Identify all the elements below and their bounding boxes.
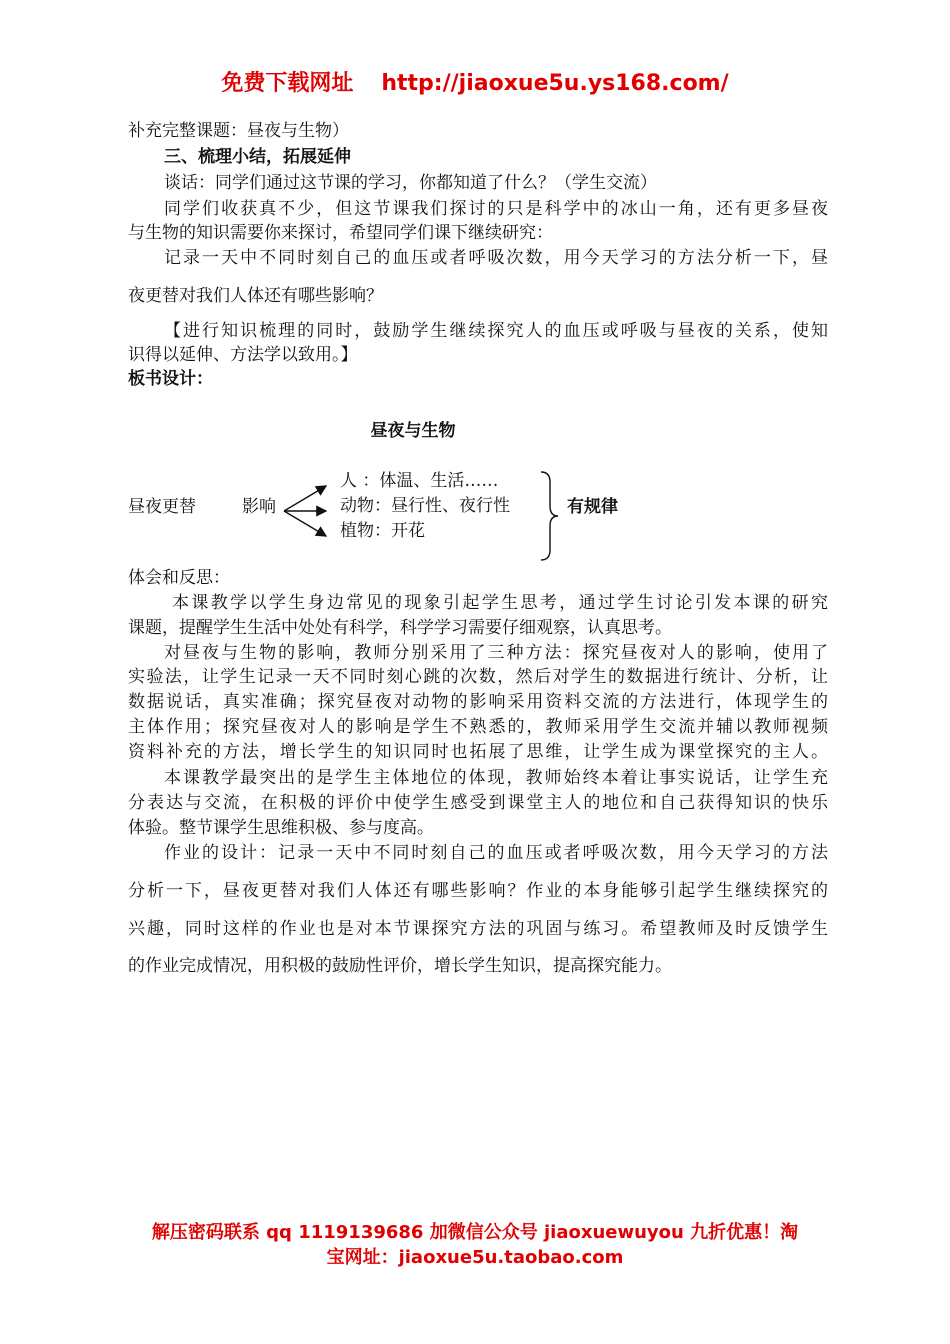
body-line-7: 夜更替对我们人体还有哪些影响？ bbox=[128, 286, 383, 306]
body-line-6: 记录一天中不同时刻自己的血压或者呼吸次数，用今天学习的方法分析一下，昼 bbox=[164, 248, 828, 268]
body-line-1: 补充完整课题：昼夜与生物） bbox=[128, 121, 349, 141]
reflection-line-13: 兴趣，同时这样的作业也是对本节课探究方法的巩固与练习。希望教师及时反馈学生 bbox=[128, 919, 828, 939]
footer-line-2: 宝网址：jiaoxue5u.taobao.com bbox=[326, 1247, 624, 1268]
reflection-line-1: 本课教学以学生身边常见的现象引起学生思考，通过学生讨论引发本课的研究 bbox=[172, 593, 828, 613]
reflection-line-2: 课题，提醒学生生活中处处有科学，科学学习需要仔细观察，认真思考。 bbox=[128, 618, 672, 638]
board-left-label: 昼夜更替 bbox=[128, 497, 196, 517]
board-mid-label: 影响 bbox=[242, 497, 276, 517]
board-item-plant: 植物：开花 bbox=[340, 521, 425, 541]
body-line-8: 【进行知识梳理的同时，鼓励学生继续探究人的血压或呼吸与昼夜的关系，使知 bbox=[164, 321, 828, 341]
arrow-up bbox=[284, 486, 326, 511]
board-title: 昼夜与生物 bbox=[370, 421, 456, 441]
body-line-4: 同学们收获真不少，但这节课我们探讨的只是科学中的冰山一角，还有更多昼夜 bbox=[164, 199, 828, 219]
reflection-line-11: 作业的设计：记录一天中不同时刻自己的血压或者呼吸次数，用今天学习的方法 bbox=[164, 843, 828, 863]
reflection-line-3: 对昼夜与生物的影响，教师分别采用了三种方法：探究昼夜对人的影响，使用了 bbox=[164, 643, 828, 663]
header-banner bbox=[0, 66, 950, 97]
reflection-line-10: 体验。整节课学生思维积极、参与度高。 bbox=[128, 818, 434, 838]
header-label: 免费下载网址 bbox=[221, 71, 354, 96]
board-item-animal: 动物：昼行性、夜行性 bbox=[340, 496, 510, 516]
header-url-link[interactable]: http://jiaoxue5u.ys168.com/ bbox=[381, 71, 729, 96]
board-result: 有规律 bbox=[567, 497, 618, 517]
arrows-diagram bbox=[280, 478, 340, 544]
body-line-5: 与生物的知识需要你来探讨，希望同学们课下继续研究： bbox=[128, 223, 553, 243]
reflection-heading: 体会和反思： bbox=[128, 568, 230, 588]
reflection-line-7: 资料补充的方法，增长学生的知识同时也拓展了思维，让学生成为课堂探究的主人。 bbox=[128, 742, 828, 762]
footer-line-1: 解压密码联系 qq 1119139686 加微信公众号 jiaoxuewuyou 九折优惠！淘 bbox=[151, 1222, 799, 1243]
body-line-3: 谈话：同学们通过这节课的学习，你都知道了什么？（学生交流） bbox=[164, 173, 657, 193]
arrow-down bbox=[284, 511, 326, 536]
board-design-heading: 板书设计： bbox=[128, 369, 213, 389]
reflection-line-9: 分表达与交流，在积极的评价中使学生感受到课堂主人的地位和自己获得知识的快乐 bbox=[128, 793, 828, 813]
right-brace bbox=[538, 470, 562, 562]
board-item-human: 人 ：体温、生活…… bbox=[340, 471, 499, 491]
section-heading: 三、梳理小结，拓展延伸 bbox=[164, 147, 351, 167]
reflection-line-14: 的作业完成情况，用积极的鼓励性评价，增长学生知识，提高探究能力。 bbox=[128, 956, 672, 976]
reflection-line-8: 本课教学最突出的是学生主体地位的体现，教师始终本着让事实说话，让学生充 bbox=[164, 768, 828, 788]
reflection-line-4: 实验法，让学生记录一天不同时刻心跳的次数，然后对学生的数据进行统计、分析，让 bbox=[128, 667, 828, 687]
body-line-9: 识得以延伸、方法学以致用。】 bbox=[128, 345, 358, 365]
reflection-line-6: 主体作用；探究昼夜对人的影响是学生不熟悉的，教师采用学生交流并辅以教师视频 bbox=[128, 717, 828, 737]
reflection-line-5: 数据说话，真实准确；探究昼夜对动物的影响采用资料交流的方法进行，体现学生的 bbox=[128, 692, 828, 712]
reflection-line-12: 分析一下，昼夜更替对我们人体还有哪些影响？作业的本身能够引起学生继续探究的 bbox=[128, 881, 828, 901]
